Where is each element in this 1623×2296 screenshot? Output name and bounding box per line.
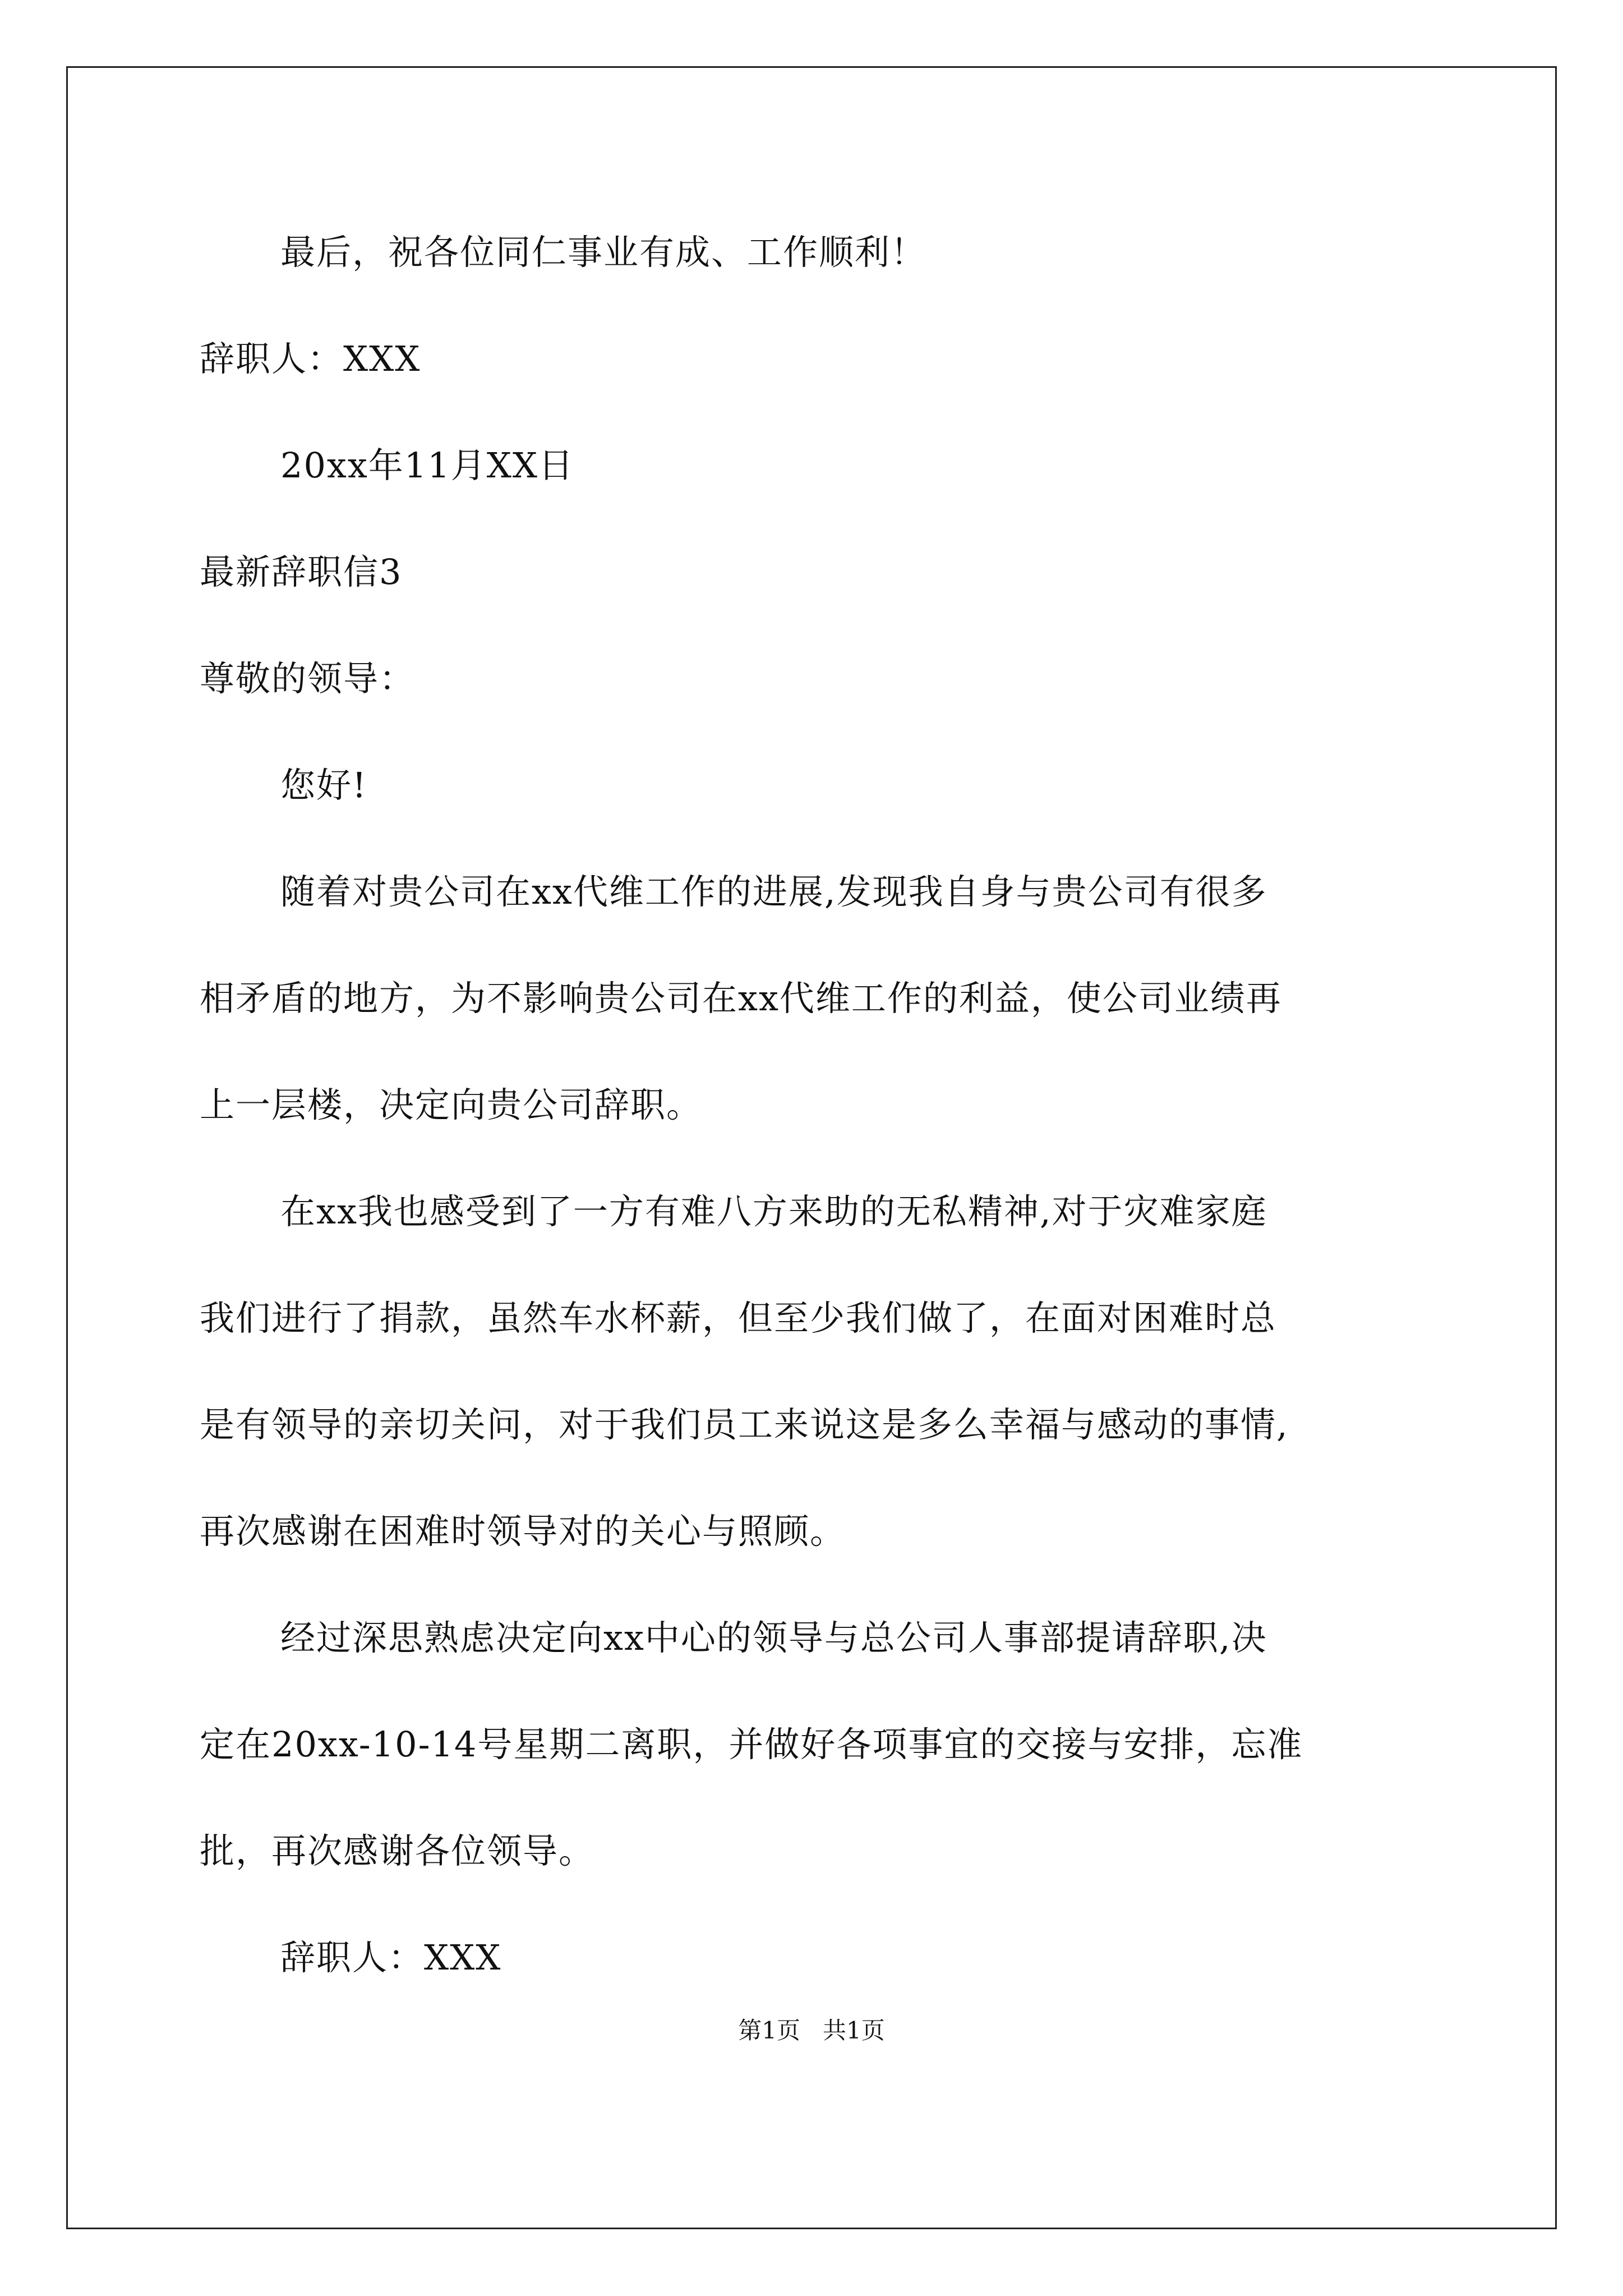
salutation: 尊敬的领导： (200, 658, 416, 699)
greeting: 您好! (280, 765, 367, 806)
paragraph-1-line-2: 相矛盾的地方，为不影响贵公司在xx代维工作的利益，使公司业绩再 (200, 978, 1282, 1019)
signature-line-2: 辞职人：XXX (280, 1937, 502, 1978)
paragraph-2-line-3: 是有领导的亲切关问，对于我们员工来说这是多么幸福与感动的事情, (200, 1404, 1289, 1445)
paragraph-1-line-1: 随着对贵公司在xx代维工作的进展,发现我自身与贵公司有很多 (280, 871, 1267, 912)
paragraph-2-line-2: 我们进行了捐款，虽然车水杯薪，但至少我们做了，在面对困难时总 (200, 1297, 1277, 1338)
paragraph-2-line-1: 在xx我也感受到了一方有难八方来助的无私精神,对于灾难家庭 (280, 1191, 1267, 1232)
date-line: 20xx年11月XX日 (280, 445, 574, 486)
paragraph-3-line-2: 定在20xx-10-14号星期二离职，并做好各项事宜的交接与安排，忘准 (200, 1724, 1303, 1765)
letter-heading: 最新辞职信3 (200, 551, 403, 592)
paragraph-2-line-4: 再次感谢在困难时领导对的关心与照顾。 (200, 1511, 846, 1552)
paragraph-3-line-3: 批，再次感谢各位领导。 (200, 1830, 595, 1871)
page-border (66, 66, 1557, 2229)
paragraph-3-line-1: 经过深思熟虑决定向xx中心的领导与总公司人事部提请辞职,决 (280, 1617, 1267, 1658)
signature-line-1: 辞职人：XXX (200, 338, 421, 379)
paragraph-1-line-3: 上一层楼，决定向贵公司辞职。 (200, 1084, 703, 1125)
page-footer: 第1页 共1页 (738, 2017, 885, 2044)
closing-wish: 最后，祝各位同仁事业有成、工作顺利！ (280, 232, 927, 273)
